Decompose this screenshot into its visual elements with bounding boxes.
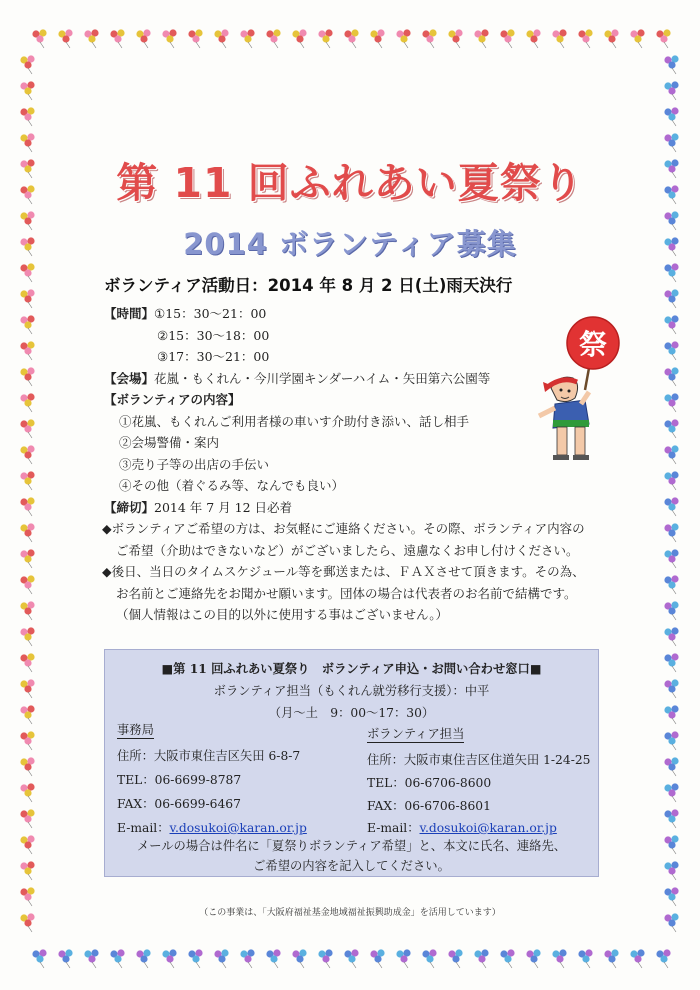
contact-box [104, 649, 599, 877]
balloon-icon [20, 315, 34, 334]
balloon-icon [422, 949, 436, 968]
balloon-icon [240, 949, 254, 968]
office-email-label: E-mail： [117, 821, 170, 835]
balloon-icon [84, 29, 98, 48]
balloon-icon [664, 731, 678, 750]
balloon-icon [526, 29, 540, 48]
activity-day: ボランティア活動日：2014 年 8 月 2 日(土)雨天決行 [104, 276, 513, 295]
deadline-text: 2014 年 7 月 12 日必着 [154, 499, 293, 515]
note-line: ご希望（介助はできないなど）がございましたら、遠慮なくお申し付けください。 [116, 542, 579, 558]
contact-staff: ボランティア担当（もくれん就労移行支援）：中平 [213, 684, 490, 698]
balloon-icon [474, 949, 488, 968]
balloon-icon [664, 705, 678, 724]
balloon-icon [20, 679, 34, 698]
balloon-icon [578, 29, 592, 48]
mail-note-line: ご希望の内容を記入してください。 [253, 859, 450, 873]
balloon-icon [58, 949, 72, 968]
balloon-icon [552, 949, 566, 968]
page-subtitle: 2014 ボランティア募集 [183, 227, 517, 261]
balloon-icon [292, 949, 306, 968]
time-label: 【時間】 [104, 306, 155, 321]
balloon-icon [664, 809, 678, 828]
mail-note-line: メールの場合は件名に「夏祭りボランティア希望」と、本文に氏名、連絡先、 [136, 839, 567, 853]
balloon-icon [20, 393, 34, 412]
balloon-icon [664, 887, 678, 906]
balloon-icon [20, 497, 34, 516]
balloon-icon [20, 835, 34, 854]
page-title: 第 11 回ふれあい夏祭り [116, 159, 584, 207]
balloon-icon [20, 341, 34, 360]
balloon-icon [20, 705, 34, 724]
content-item: ②会場警備・案内 [119, 435, 220, 450]
festival-dancer-illustration [523, 312, 633, 467]
volunteer-email-link[interactable]: v.dosukoi@karan.or.jp [419, 821, 557, 835]
balloon-icon [664, 575, 678, 594]
content-item: ③売り子等の出店の手伝い [119, 456, 270, 472]
office-label: 事務局 [117, 723, 154, 737]
balloon-icon [20, 861, 34, 880]
balloon-icon [448, 29, 462, 48]
balloon-icon [656, 29, 670, 48]
balloon-icon [664, 367, 678, 386]
balloon-icon [578, 949, 592, 968]
balloon-icon [664, 445, 678, 464]
balloon-icon [20, 107, 34, 126]
time-slot: ①15：30～21：00 [154, 306, 267, 321]
balloon-icon [20, 367, 34, 386]
balloon-icon [604, 949, 618, 968]
balloon-icon [664, 861, 678, 880]
note-line: ◆後日、当日のタイムスケジュール等を郵送または、ＦＡＸさせて頂きます。その為、 [102, 564, 585, 579]
balloon-icon [664, 471, 678, 490]
balloon-icon [136, 949, 150, 968]
balloon-icon [664, 315, 678, 334]
balloon-icon [664, 523, 678, 542]
contact-heading: ■第 11 回ふれあい夏祭り ボランティア申込・お問い合わせ窓口■ [161, 661, 542, 676]
balloon-icon [20, 575, 34, 594]
balloon-icon [664, 289, 678, 308]
contact-hours: （月～土 9：00～17：30） [268, 706, 435, 720]
balloon-icon [188, 29, 202, 48]
footer-note: （この事業は、「大阪府福祉基金地域福祉振興助成金」を活用しています） [199, 908, 501, 918]
balloon-icon [526, 949, 540, 968]
balloon-icon [664, 757, 678, 776]
balloon-icon [20, 523, 34, 542]
balloon-icon [370, 29, 384, 48]
deadline-row [104, 497, 604, 519]
balloon-icon [664, 653, 678, 672]
balloon-icon [664, 81, 678, 100]
balloon-icon [630, 949, 644, 968]
balloon-icon [20, 419, 34, 438]
balloon-icon [664, 627, 678, 646]
office-tel: TEL：06-6699-8787 [117, 773, 242, 787]
balloon-icon [552, 29, 566, 48]
balloon-icon [20, 653, 34, 672]
balloon-icon [664, 783, 678, 802]
balloon-icon [84, 949, 98, 968]
content-item: ①花嵐、もくれんご利用者様の車いす介助付き添い、話し相手 [119, 413, 470, 429]
balloon-icon [58, 29, 72, 48]
balloon-icon [162, 949, 176, 968]
volunteer-email-label: E-mail： [367, 821, 420, 835]
balloon-icon [162, 29, 176, 48]
balloon-icon [266, 949, 280, 968]
balloon-icon [20, 471, 34, 490]
balloon-icon [32, 29, 46, 48]
volunteer-address: 住所：大阪市東住吉区住道矢田 1-24-25 [367, 753, 591, 767]
balloon-icon [110, 29, 124, 48]
balloon-icon [664, 497, 678, 516]
volunteer-fax: FAX：06-6706-8601 [367, 799, 491, 813]
volunteer-label-wrap [367, 727, 464, 743]
balloon-icon [664, 263, 678, 282]
balloon-icon [110, 949, 124, 968]
volunteer-email-row [367, 818, 557, 836]
office-label-wrap [117, 723, 154, 739]
office-fax: FAX：06-6699-6467 [117, 797, 241, 811]
balloon-icon [20, 549, 34, 568]
deadline-label: 【締切】 [104, 499, 155, 515]
balloon-icon [20, 809, 34, 828]
balloon-icon [292, 29, 306, 48]
time-slot: ②15：30～18：00 [157, 327, 270, 343]
venue-label: 【会場】 [104, 370, 155, 386]
office-email-row [117, 818, 307, 836]
balloon-icon [448, 949, 462, 968]
balloon-icon [20, 887, 34, 906]
balloon-icon [664, 393, 678, 412]
balloon-icon [500, 29, 514, 48]
balloon-icon [664, 679, 678, 698]
balloon-icon [664, 419, 678, 438]
balloon-icon [318, 949, 332, 968]
time-slot: ③17：30～21：00 [157, 349, 270, 364]
balloon-icon [136, 29, 150, 48]
balloon-icon [422, 29, 436, 48]
balloon-icon [664, 341, 678, 360]
balloon-icon [604, 29, 618, 48]
note-line: お名前とご連絡先をお聞かせ願います。団体の場合は代表者のお名前で結構です。 [116, 585, 577, 601]
balloon-icon [664, 55, 678, 74]
balloon-icon [664, 549, 678, 568]
balloon-icon [20, 81, 34, 100]
balloon-icon [474, 29, 488, 48]
balloon-icon [500, 949, 514, 968]
balloon-icon [32, 949, 46, 968]
volunteer-tel: TEL：06-6706-8600 [367, 776, 492, 790]
balloon-icon [240, 29, 254, 48]
balloon-icon [20, 731, 34, 750]
balloon-icon [396, 29, 410, 48]
balloon-icon [214, 949, 228, 968]
balloon-icon [20, 445, 34, 464]
volunteer-label: ボランティア担当 [367, 727, 465, 741]
balloon-icon [664, 601, 678, 620]
fan-text: 祭 [578, 328, 608, 361]
balloon-icon [20, 289, 34, 308]
office-address: 住所：大阪市東住吉区矢田 6-8-7 [117, 749, 301, 763]
balloon-icon [396, 949, 410, 968]
balloon-icon [344, 949, 358, 968]
content-item: ④その他（着ぐるみ等、なんでも良い） [119, 478, 345, 493]
balloon-icon [344, 29, 358, 48]
balloon-icon [630, 29, 644, 48]
balloon-icon [20, 263, 34, 282]
balloon-icon [370, 949, 384, 968]
note-line: ◆ボランティアご希望の方は、お気軽にご連絡ください。その際、ボランティア内容の [102, 521, 585, 536]
note-line: （個人情報はこの目的以外に使用する事はございません。） [116, 607, 449, 622]
content-label: 【ボランティアの内容】 [104, 392, 241, 407]
balloon-icon [20, 601, 34, 620]
venue-text: 花嵐・もくれん・今川学園キンダーハイム・矢田第六公園等 [154, 370, 491, 386]
balloon-icon [664, 107, 678, 126]
balloon-icon [20, 783, 34, 802]
balloon-icon [20, 627, 34, 646]
balloon-icon [266, 29, 280, 48]
balloon-icon [20, 55, 34, 74]
office-email-link[interactable]: v.dosukoi@karan.or.jp [169, 821, 307, 835]
balloon-icon [20, 757, 34, 776]
balloon-icon [188, 949, 202, 968]
balloon-icon [656, 949, 670, 968]
balloon-icon [664, 835, 678, 854]
balloon-icon [214, 29, 228, 48]
balloon-icon [318, 29, 332, 48]
